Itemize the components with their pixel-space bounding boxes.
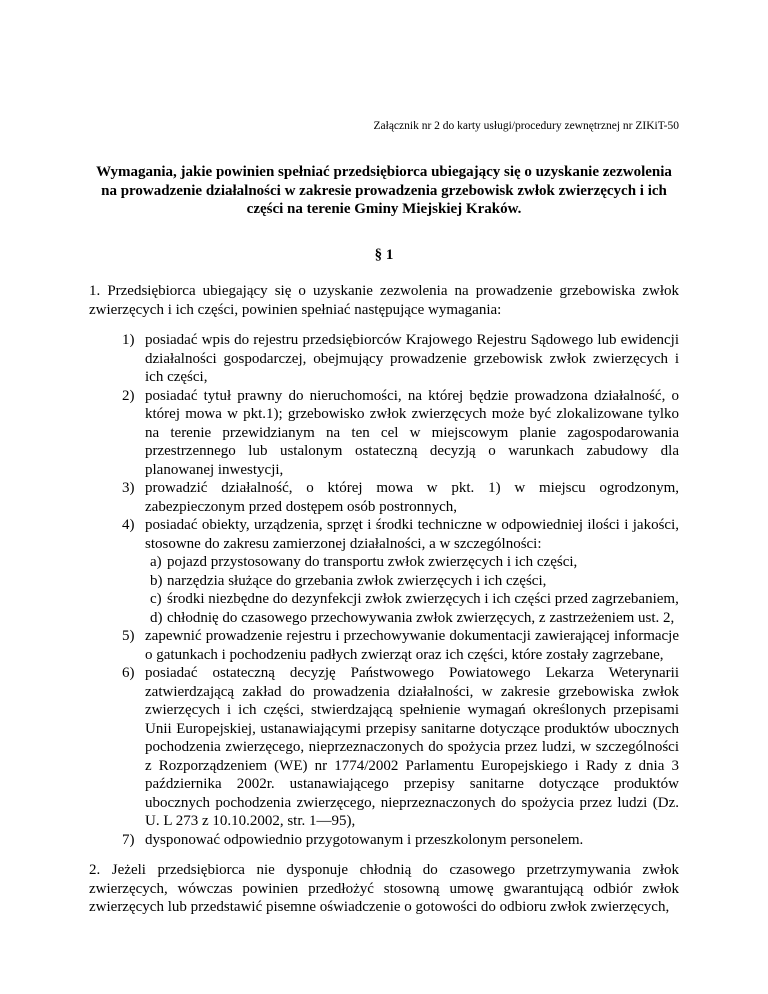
requirement-text: zapewnić prowadzenie rejestru i przechowywanie dokumentacji zawierającej informacje o gatunkach i pochodzeniu padłych zwierząt oraz ich części, które zostały zagrzebane, xyxy=(145,628,679,663)
subitem-letter: c) xyxy=(150,591,162,607)
requirement-number: 4) xyxy=(122,517,135,533)
requirement-text: posiadać wpis do rejestru przedsiębiorców Krajowego Rejestru Sądowego lub ewidencji działalności gospodarczej, obejmujący prowadzenie grzebowisk zwłok zwierzęcych i ich części, xyxy=(145,332,679,385)
requirement-number: 1) xyxy=(122,332,135,348)
subitem-text: pojazd przystosowany do transportu zwłok zwierzęcych i ich części, xyxy=(167,554,578,570)
requirement-number: 5) xyxy=(122,628,135,644)
requirement-number: 7) xyxy=(122,831,135,848)
requirement-text: posiadać tytuł prawny do nieruchomości, na której będzie prowadzona działalność, o której mowa w pkt.1); grzebowisko zwłok zwierzęcych może być zlokalizowane tylko na terenie przewidzianym na ten cel w miejscowym planie zagospodarowania przestrzennego lub ustalonym ostateczną decyzją o warunkach zabudowy dla planowanej inwestycji, xyxy=(145,387,679,478)
equipment-sublist xyxy=(145,553,679,627)
requirement-item xyxy=(122,516,679,627)
requirement-item xyxy=(122,627,679,664)
requirement-item xyxy=(122,387,679,480)
subitem-letter: a) xyxy=(150,554,162,570)
section-heading: § 1 xyxy=(374,247,394,263)
requirement-item xyxy=(122,664,679,831)
subitem-letter: d) xyxy=(150,609,163,626)
subitem xyxy=(150,609,679,628)
requirement-item xyxy=(122,479,679,516)
requirement-item xyxy=(122,331,679,387)
requirement-item xyxy=(122,831,679,850)
document-body xyxy=(89,282,679,917)
requirement-number: 6) xyxy=(122,665,135,681)
subitem xyxy=(150,553,679,572)
requirement-number: 2) xyxy=(122,387,135,404)
subitem-text: chłodnię do czasowego przechowywania zwłok zwierzęcych, z zastrzeżeniem ust. 2, xyxy=(167,609,675,626)
subitem-letter: b) xyxy=(150,572,163,589)
subitem xyxy=(150,572,679,591)
requirement-text: dysponować odpowiednio przygotowanym i przeszkolonym personelem. xyxy=(145,831,584,848)
paragraph-1: 1. Przedsiębiorca ubiegający się o uzyskanie zezwolenia na prowadzenie grzebowiska zwłok zwierzęcych i ich części, powinien spełniać następujące wymagania: xyxy=(89,283,679,318)
subitem-text: narzędzia służące do grzebania zwłok zwierzęcych i ich części, xyxy=(167,572,547,589)
requirement-text: prowadzić działalność, o której mowa w pkt. 1) w miejscu ogrodzonym, zabezpieczonym przed dostępem osób postronnych, xyxy=(145,480,679,515)
paragraph-2: 2. Jeżeli przedsiębiorca nie dysponuje chłodnią do czasowego przetrzymywania zwłok zwierzęcych, wówczas powinien przedłożyć stosowną umowę gwarantującą odbiór zwłok zwierzęcych lub przedstawić pisemne oświadczenie o gotowości do odbioru zwłok zwierzęcych, xyxy=(89,862,679,915)
requirements-list xyxy=(89,331,679,849)
subitem-text: środki niezbędne do dezynfekcji zwłok zwierzęcych i ich części przed zagrzebaniem, xyxy=(167,591,679,607)
requirement-text: posiadać ostateczną decyzję Państwowego Powiatowego Lekarza Weterynarii zatwierdzającą zakład do prowadzenia działalności, w zakresie grzebowiska zwłok zwierzęcych i ich części, stwierdzającą spełnienie wymagań określonych przepisami Unii Europejskiej, ustanawiającymi przepisy sanitarne dotyczące produktów ubocznych pochodzenia zwierzęcego, nieprzeznaczonych do spożycia przez ludzi, w szczególności z Rozporządzeniem (WE) nr 1774/2002 Parlamentu Europejskiego i Rady z dnia 3 października 2002r. ustanawiającego przepisy sanitarne dotyczące produktów ubocznych pochodzenia zwierzęcego, nieprzeznaczonych do spożycia przez ludzi (Dz. U. L 273 z 10.10.2002, str. 1—95), xyxy=(145,665,679,829)
subitem xyxy=(150,590,679,609)
document-title: Wymagania, jakie powinien spełniać przedsiębiorca ubiegający się o uzyskanie zezwolenia na prowadzenie działalności w zakresie prowadzenia grzebowisk zwłok zwierzęcych i ich części na terenie Gminy Miejskiej Kraków. xyxy=(96,164,672,217)
annex-note: Załącznik nr 2 do karty usługi/procedury zewnętrznej nr ZIKiT-50 xyxy=(373,120,679,132)
requirement-number: 3) xyxy=(122,480,135,496)
requirement-text: posiadać obiekty, urządzenia, sprzęt i środki techniczne w odpowiedniej ilości i jakości, stosowne do zakresu zamierzonej działalności, a w szczególności: xyxy=(145,517,679,552)
